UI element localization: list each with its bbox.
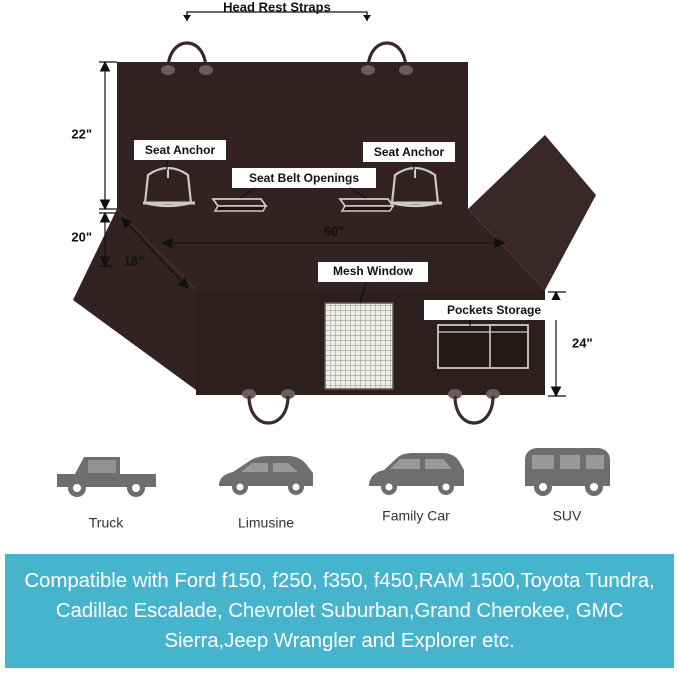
vehicle-label-truck: Truck <box>88 514 124 531</box>
compatibility-text: Compatible with Ford f150, f250, f350, f450,RAM 1500,Toyota Tundra, Cadillac Escalade, Chevrolet Suburban,Grand Cherokee, GMC Sierra,Jeep Wrangler and Explorer etc. <box>24 569 655 652</box>
compatibility-banner <box>5 554 674 668</box>
pockets-storage <box>438 325 528 368</box>
mesh-window <box>325 303 393 389</box>
dimension-height-back <box>71 62 117 209</box>
suv-icon <box>525 448 610 496</box>
vehicle-label-family-car: Family Car <box>382 507 450 524</box>
label-pockets-storage: Pockets Storage <box>446 303 542 318</box>
label-head-rest-straps: Head Rest Straps <box>223 0 331 15</box>
label-seat-anchor-right: Seat Anchor <box>373 145 445 160</box>
vehicle-label-limusine: Limusine <box>237 514 295 531</box>
dimension-label-60: 60" <box>323 223 345 239</box>
label-seat-belt-openings: Seat Belt Openings <box>248 171 360 186</box>
label-seat-anchor-left: Seat Anchor <box>144 143 216 158</box>
vehicle-label-suv: SUV <box>552 507 582 524</box>
dimension-label-24: 24" <box>572 335 593 351</box>
label-mesh-window: Mesh Window <box>333 264 413 279</box>
dimension-label-18: 18" <box>123 253 145 269</box>
limusine-icon <box>219 456 313 495</box>
dimension-label-20: 20" <box>71 229 92 245</box>
family-car-icon <box>369 453 464 495</box>
truck-icon <box>57 457 156 497</box>
dimension-label-22: 22" <box>71 126 92 142</box>
